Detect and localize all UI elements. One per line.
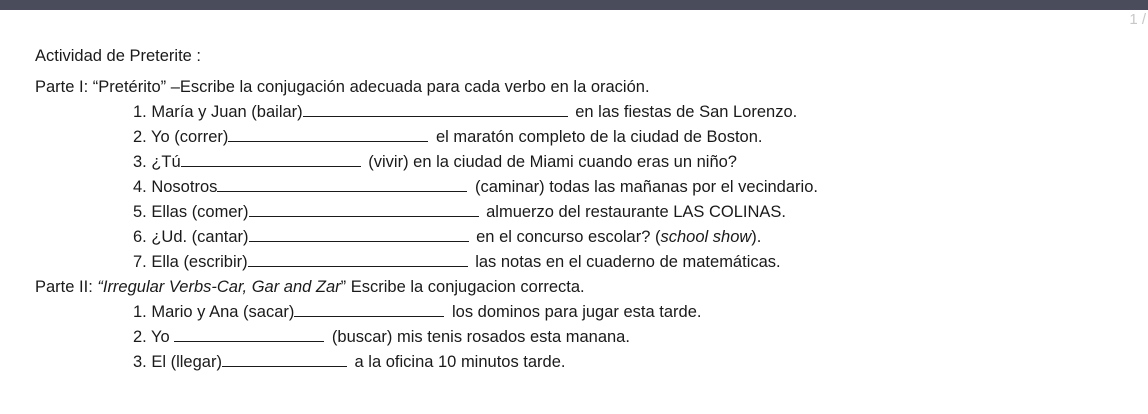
answer-blank[interactable] [217, 176, 467, 192]
part2-item-3 [35, 350, 1135, 375]
item-text-after: el maratón completo de la ciudad de Boston. [431, 128, 763, 146]
item-text-before: 1. María y Juan (bailar) [133, 103, 303, 121]
part1-heading: Parte I: “Pretérito” –Escribe la conjugación adecuada para cada verbo en la oración. [35, 78, 650, 96]
item-text-tail: ). [751, 228, 762, 246]
item-text-after: en las fiestas de San Lorenzo. [570, 103, 798, 121]
item-text-before: 2. Yo (correr) [133, 128, 229, 146]
part2-item-2 [35, 325, 1135, 350]
item-text-after: (caminar) todas las mañanas por el vecindario. [470, 178, 818, 196]
part1-item-2 [35, 125, 1135, 150]
item-text-after: (buscar) mis tenis rosados esta manana. [327, 328, 630, 346]
answer-blank[interactable] [222, 351, 347, 367]
part1-item-1 [35, 100, 1135, 125]
part1-item-5 [35, 200, 1135, 225]
item-text-after: los dominos para jugar esta tarde. [447, 303, 702, 321]
answer-blank[interactable] [294, 301, 444, 317]
answer-blank[interactable] [303, 101, 568, 117]
part1-item-3 [35, 150, 1135, 175]
document-title: Actividad de Preterite : [35, 47, 201, 65]
item-text-after: (vivir) en la ciudad de Miami cuando eras un niño? [363, 153, 737, 171]
item-text-after: a la oficina 10 minutos tarde. [349, 353, 566, 371]
part1-item-6 [35, 225, 1135, 250]
item-text-before: 2. Yo [133, 328, 175, 346]
answer-blank[interactable] [249, 226, 469, 242]
item-text-before: 3. ¿Tú [133, 153, 181, 171]
part1-item-4 [35, 175, 1135, 200]
item-text-after: en el concurso escolar? ( [471, 228, 661, 246]
item-text-before: 6. ¿Ud. (cantar) [133, 228, 249, 246]
item-text-after: las notas en el cuaderno de matemáticas. [470, 253, 781, 271]
viewer-top-bar [0, 0, 1148, 10]
page-indicator: 1 / [1129, 11, 1146, 28]
part2-heading-italic: “Irregular Verbs-Car, Gar and Zar [97, 278, 341, 296]
answer-blank[interactable] [181, 151, 361, 167]
answer-blank[interactable] [228, 126, 428, 142]
part2-heading-prefix: Parte II: [35, 278, 98, 296]
item-text-before: 3. El (llegar) [133, 353, 222, 371]
document-page [35, 44, 1135, 375]
item-text-before: 5. Ellas (comer) [133, 203, 249, 221]
item-text-before: 4. Nosotros [133, 178, 218, 196]
answer-blank[interactable] [174, 326, 324, 342]
item-text-before: 1. Mario y Ana (sacar) [133, 303, 295, 321]
part2-heading-rest: ” Escribe la conjugacion correcta. [340, 278, 585, 296]
part1-item-7 [35, 250, 1135, 275]
item-italic-note: school show [660, 228, 752, 246]
answer-blank[interactable] [248, 251, 468, 267]
item-text-before: 7. Ella (escribir) [133, 253, 248, 271]
part2-heading [35, 275, 1135, 300]
answer-blank[interactable] [249, 201, 479, 217]
item-text-after: almuerzo del restaurante LAS COLINAS. [481, 203, 787, 221]
part2-item-1 [35, 300, 1135, 325]
